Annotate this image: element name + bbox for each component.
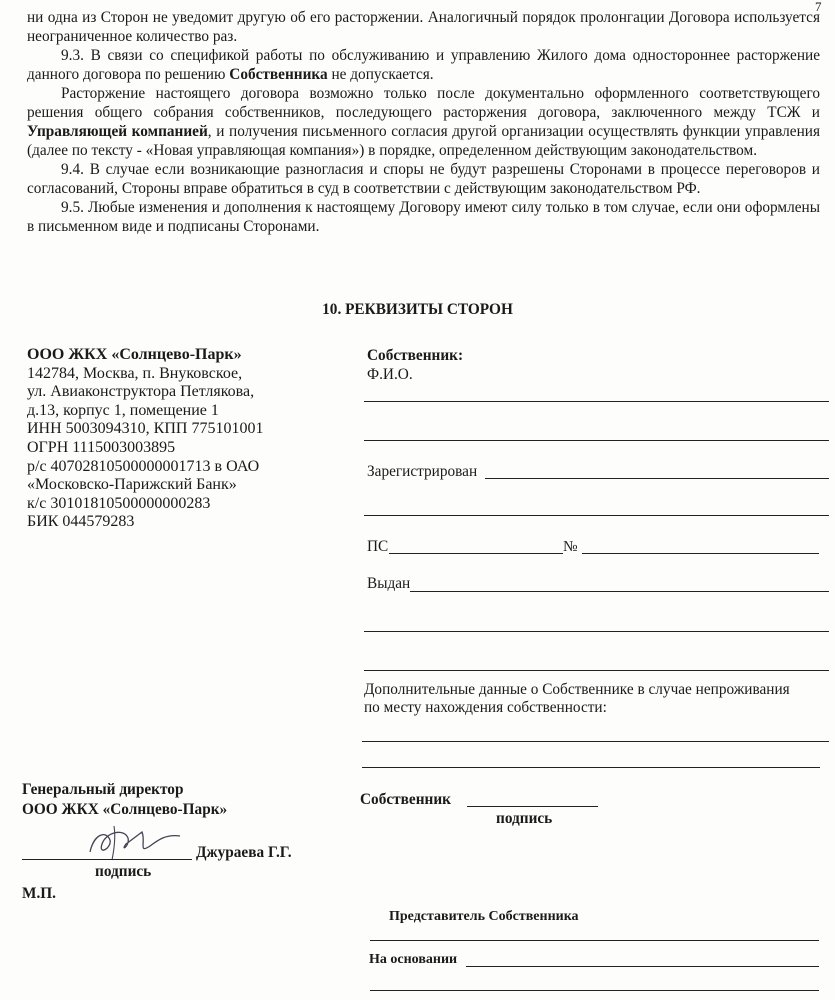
paragraph-9-4: 9.4. В случае если возникающие разногласия и споры не будут разрешены Сторонами в процессе переговоров и согласований, Стороны вправе обратиться в суд в соответствии с действующим законодательством РФ. <box>27 161 820 197</box>
company-ogrn: ОГРН 1115003003895 <box>27 438 176 456</box>
issued-line-3[interactable] <box>364 670 829 671</box>
additional-line-2[interactable] <box>362 767 820 768</box>
owner-heading: Собственник: <box>367 347 464 364</box>
director-signature-caption: подпись <box>95 863 152 880</box>
additional-line-1[interactable] <box>362 741 829 742</box>
basis-label: На основании <box>369 952 458 967</box>
passport-series-line[interactable] <box>389 553 563 554</box>
director-block <box>22 780 227 820</box>
company-address-2: ул. Авиаконструктора Петлякова, <box>27 383 255 401</box>
registered-line-2[interactable] <box>364 515 829 516</box>
company-corr-account: к/с 30101810500000000283 <box>27 494 211 512</box>
basis-line-1[interactable] <box>466 966 819 967</box>
company-name: ООО ЖКХ «Солнцево-Парк» <box>27 346 242 363</box>
paragraph-9-3: 9.3. В связи со спецификой работы по обслуживанию и управлению Жилого дома одностороннее расторжение данного договора по решению Собственника не допускается. <box>27 47 820 83</box>
paragraph-9-5: 9.5. Любые изменения и дополнения к настоящему Договору имеют силу только в том случае, если они оформлены в письменном виде и подписаны Сторонами. <box>27 199 820 235</box>
company-inn-kpp: ИНН 5003094310, КПП 775101001 <box>27 420 264 438</box>
director-signature-line[interactable] <box>22 859 192 860</box>
additional-data-label-1: Дополнительные данные о Собственнике в случае непроживания <box>364 681 790 698</box>
additional-data-label-2: по месту нахождения собственности: <box>364 699 607 716</box>
passport-number-label: № <box>563 538 578 555</box>
owner-fio-label: Ф.И.О. <box>367 366 413 383</box>
representative-line[interactable] <box>370 940 819 941</box>
representative-label: Представитель Собственника <box>389 909 579 924</box>
owner-signature-caption: подпись <box>496 810 553 827</box>
director-title: Генеральный директор <box>22 781 184 798</box>
contract-text <box>27 8 820 236</box>
fio-line-2[interactable] <box>364 440 829 441</box>
page-number: 7 <box>815 0 822 14</box>
paragraph-termination: Расторжение настоящего договора возможно только после документально оформленного соответствующего решения общего собрания собственников, последующего расторжения договора, заключенного между ТСЖ и Управляющей компанией, и получения письменного согласия другой организации осуществлять функции управления (далее по тексту - «Новая управляющая компания») в порядке, определенном действующим законодательством. <box>27 85 820 159</box>
company-address-3: д.13, корпус 1, помещение 1 <box>27 401 219 419</box>
owner-signature-label: Собственник <box>360 791 451 808</box>
owner-signature-line[interactable] <box>467 806 598 807</box>
company-account-2: «Московско-Парижский Банк» <box>27 476 237 494</box>
passport-number-line[interactable] <box>582 553 819 554</box>
company-account-1: р/с 40702810500000001713 в ОАО <box>27 457 260 475</box>
handwritten-signature <box>84 822 194 864</box>
company-details <box>27 346 327 532</box>
basis-line-2[interactable] <box>370 990 819 991</box>
section-title: 10. РЕКВИЗИТЫ СТОРОН <box>322 301 513 318</box>
fio-line-1[interactable] <box>364 401 829 402</box>
passport-label: ПС <box>367 538 389 555</box>
director-company: ООО ЖКХ «Солнцево-Парк» <box>22 801 228 818</box>
stamp-label: М.П. <box>22 885 56 902</box>
company-address-1: 142784, Москва, п. Внуковское, <box>27 364 243 382</box>
issued-line-1[interactable] <box>410 591 829 592</box>
registered-label: Зарегистрирован <box>367 463 478 480</box>
company-bik: БИК 044579283 <box>27 513 135 531</box>
registered-line-1[interactable] <box>485 478 829 479</box>
director-name: Джураева Г.Г. <box>196 844 292 861</box>
paragraph-continuation: ни одна из Сторон не уведомит другую об его расторжении. Аналогичный порядок пролонгации Договора используется неограниченное количество раз. <box>27 9 820 45</box>
issued-label: Выдан <box>367 575 411 592</box>
issued-line-2[interactable] <box>364 631 829 632</box>
